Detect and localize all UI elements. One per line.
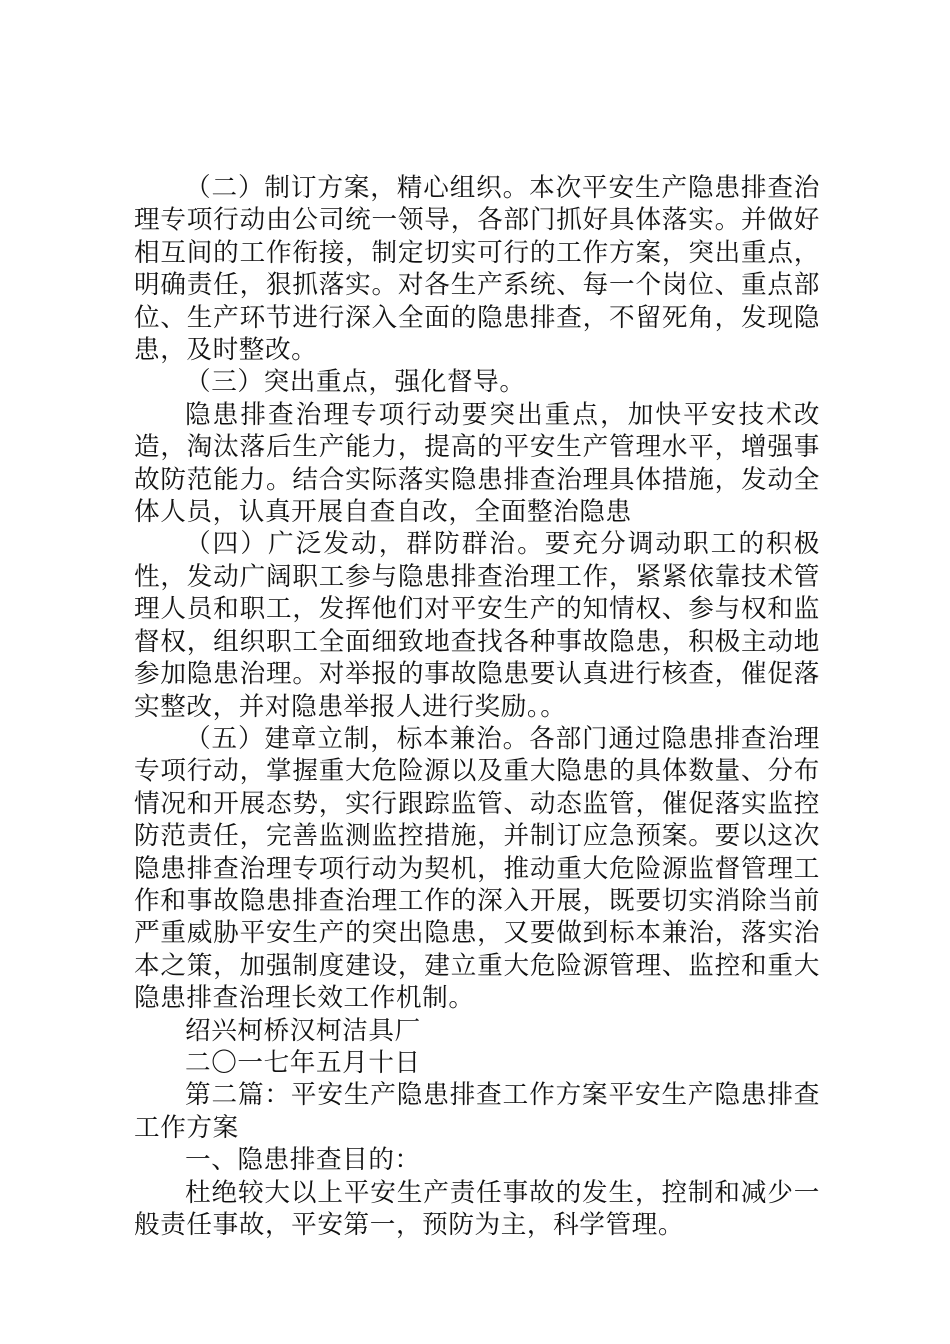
- paragraph-purpose-body: 杜绝较大以上平安生产责任事故的发生，控制和减少一般责任事故，平安第一，预防为主，科学管理。: [134, 1177, 820, 1240]
- signature-organization: 绍兴柯桥汉柯洁具厂: [185, 1015, 421, 1046]
- paragraph-4-mobilize: （四）广泛发动，群防群治。要充分调动职工的积极性，发动广阔职工参与隐患排查治理工作，紧紧依靠技术管理人员和职工，发挥他们对平安生产的知情权、参与权和监督权，组织职工全面细致地查找各种事故隐患，积极主动地参加隐患治理。对举报的事故隐患要认真进行核查，催促落实整改，并对隐患举报人进行奖励。。: [134, 529, 820, 722]
- section-title-part-2: 第二篇：平安生产隐患排查工作方案平安生产隐患排查工作方案: [134, 1080, 820, 1143]
- document-body: [134, 172, 820, 1241]
- signature-date: 二〇一七年五月十日: [185, 1047, 421, 1078]
- paragraph-3-heading: （三）突出重点，强化督导。: [185, 367, 526, 398]
- paragraph-3-body: 隐患排查治理专项行动要突出重点，加快平安技术改造，淘汰落后生产能力，提高的平安生产管理水平，增强事故防范能力。结合实际落实隐患排查治理具体措施，发动全体人员，认真开展自查自改，全面整治隐患: [134, 399, 820, 528]
- paragraph-2-plan: （二）制订方案，精心组织。本次平安生产隐患排查治理专项行动由公司统一领导，各部门抓好具体落实。并做好相互间的工作衔接，制定切实可行的工作方案，突出重点，明确责任，狠抓落实。对各生产系统、每一个岗位、重点部位、生产环节进行深入全面的隐患排查，不留死角，发现隐患，及时整改。: [134, 173, 820, 366]
- paragraph-5-rules: （五）建章立制，标本兼治。各部门通过隐患排查治理专项行动，掌握重大危险源以及重大隐患的具体数量、分布情况和开展态势，实行跟踪监管、动态监管，催促落实监控防范责任，完善监测监控措施，并制订应急预案。要以这次隐患排查治理专项行动为契机，推动重大危险源监督管理工作和事故隐患排查治理工作的深入开展，既要切实消除当前严重威胁平安生产的突出隐患，又要做到标本兼治，落实治本之策，加强制度建设，建立重大危险源管理、监控和重大隐患排查治理长效工作机制。: [134, 723, 820, 1014]
- section-heading-purpose: 一、隐患排查目的：: [185, 1145, 421, 1176]
